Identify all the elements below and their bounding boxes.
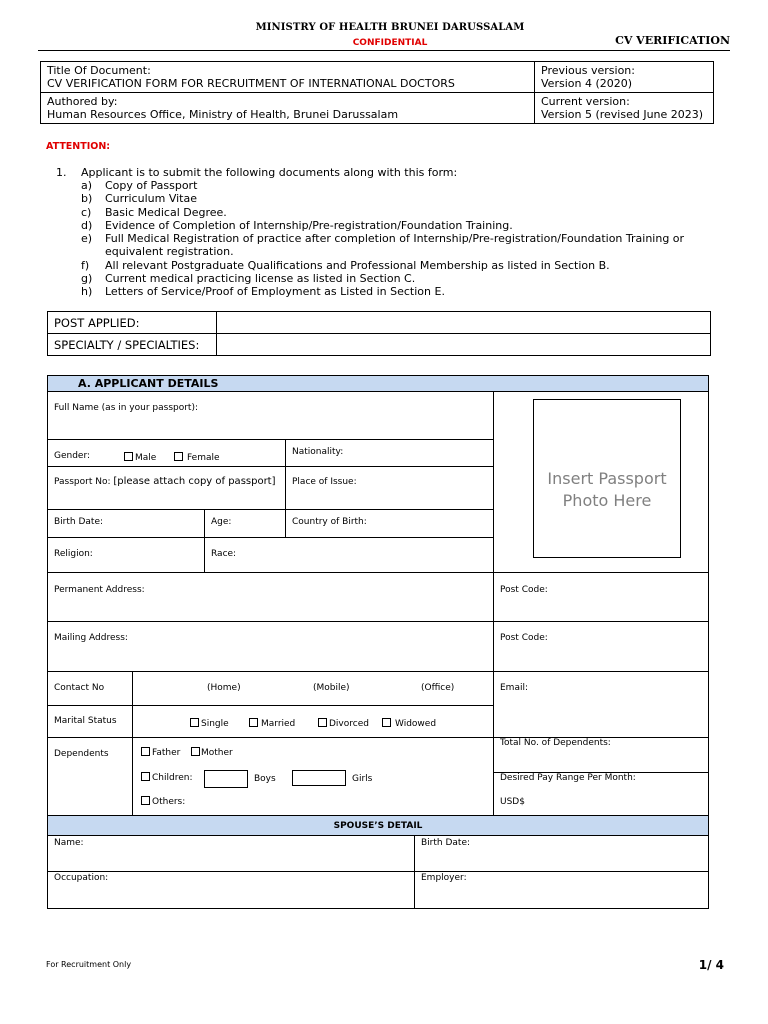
section-a-header <box>47 375 709 392</box>
birth-date-label: Birth Date: <box>54 517 104 527</box>
list-item: d) Evidence of Completion of Internship/Pre-registration/Foundation Training. <box>81 219 513 232</box>
title-cell <box>41 62 535 93</box>
previous-version-value: Version 4 (2020) <box>541 77 633 90</box>
spouse-occupation-label: Occupation: <box>54 873 109 883</box>
spouse-header <box>47 815 709 836</box>
post-code-label: Post Code: <box>500 633 548 643</box>
photo-placeholder-line2: Photo Here <box>562 491 652 510</box>
ministry-title: MINISTRY OF HEALTH BRUNEI DARUSSALAM <box>255 22 525 33</box>
previous-version-label: Previous version: <box>541 64 635 77</box>
widowed-checkbox[interactable] <box>382 718 391 727</box>
row-divider <box>47 705 494 706</box>
row-divider <box>47 572 709 573</box>
total-dependents-label: Total No. of Dependents: <box>500 738 611 748</box>
full-name-label: Full Name (as in your passport): <box>54 403 198 413</box>
country-of-birth-label: Country of Birth: <box>292 517 367 527</box>
list-item: g) Current medical practicing license as listed in Section C. <box>81 271 416 285</box>
post-applied-table <box>47 311 711 356</box>
instruction-number: 1. <box>56 166 67 179</box>
home-label: (Home) <box>207 683 241 693</box>
spouse-employer-label: Employer: <box>421 873 467 883</box>
spouse-title: SPOUSE’S DETAIL <box>333 821 423 831</box>
father-option[interactable]: Father <box>141 747 180 758</box>
spouse-frame <box>47 835 709 909</box>
passport-no-label: Passport No: [please attach copy of passport] <box>54 476 276 487</box>
author-value: Human Resources Office, Ministry of Health, Brunei Darussalam <box>47 108 399 121</box>
title-label: Title Of Document: <box>47 64 151 77</box>
row-divider <box>47 671 709 672</box>
col-divider <box>204 509 205 573</box>
spouse-birth-date-label: Birth Date: <box>421 838 471 848</box>
age-label: Age: <box>211 517 232 527</box>
photo-column-divider <box>493 391 494 573</box>
gender-label: Gender: <box>54 451 91 461</box>
list-item: a) Copy of Passport <box>81 179 198 192</box>
children-option[interactable]: Children: <box>141 772 192 783</box>
mother-option[interactable]: Mother <box>191 747 233 758</box>
mailing-address-label: Mailing Address: <box>54 633 128 643</box>
single-option[interactable]: Single <box>190 718 229 729</box>
race-label: Race: <box>211 549 237 559</box>
girls-count-input[interactable] <box>292 770 346 786</box>
doc-tag: CV VERIFICATION <box>615 34 730 47</box>
dependents-label: Dependents <box>54 749 109 759</box>
permanent-address-label: Permanent Address: <box>54 585 145 595</box>
email-label: Email: <box>500 683 529 693</box>
author-cell <box>41 93 535 124</box>
list-item: c) Basic Medical Degree. <box>81 205 227 219</box>
office-label: (Office) <box>421 683 455 693</box>
female-checkbox[interactable] <box>174 452 183 461</box>
confidential-label: CONFIDENTIAL <box>352 38 428 48</box>
document-info-table <box>40 61 714 124</box>
attention-label: ATTENTION: <box>46 141 111 152</box>
children-checkbox[interactable] <box>141 772 150 781</box>
current-version-cell <box>535 93 714 124</box>
others-checkbox[interactable] <box>141 796 150 805</box>
instructions-list <box>50 166 730 301</box>
desired-pay-label: Desired Pay Range Per Month: <box>500 773 636 783</box>
single-checkbox[interactable] <box>190 718 199 727</box>
religion-label: Religion: <box>54 549 93 559</box>
others-option[interactable]: Others: <box>141 796 185 807</box>
boys-count-input[interactable] <box>204 770 248 788</box>
mobile-label: (Mobile) <box>313 683 350 693</box>
boys-label: Boys <box>254 774 276 784</box>
footer-note: For Recruitment Only <box>46 960 132 969</box>
col-divider <box>285 439 286 537</box>
contact-no-label: Contact No <box>54 683 105 693</box>
divorced-checkbox[interactable] <box>318 718 327 727</box>
place-of-issue-label: Place of Issue: <box>292 477 357 487</box>
married-checkbox[interactable] <box>249 718 258 727</box>
col-divider <box>493 572 494 815</box>
post-applied-label: POST APPLIED: <box>48 312 217 334</box>
father-checkbox[interactable] <box>141 747 150 756</box>
female-option[interactable]: Female <box>174 452 220 463</box>
widowed-option[interactable]: Widowed <box>382 718 436 729</box>
row-divider <box>47 537 494 538</box>
section-a-title: A. APPLICANT DETAILS <box>78 377 219 390</box>
row-divider <box>47 621 709 622</box>
spouse-name-label: Name: <box>54 838 84 848</box>
list-item: h) Letters of Service/Proof of Employment as Listed in Section E. <box>81 285 445 298</box>
divorced-option[interactable]: Divorced <box>318 718 369 729</box>
list-item: e) Full Medical Registration of practice after completion of Internship/Pre-registration/Foundation Training or equivalent registration. <box>81 232 685 259</box>
list-item: b) Curriculum Vitae <box>81 192 197 205</box>
title-value: CV VERIFICATION FORM FOR RECRUITMENT OF INTERNATIONAL DOCTORS <box>47 77 455 90</box>
specialty-label: SPECIALTY / SPECIALTIES: <box>48 334 217 356</box>
married-option[interactable]: Married <box>249 718 295 729</box>
post-code-label: Post Code: <box>500 585 548 595</box>
row-divider <box>47 466 494 467</box>
marital-status-label: Marital Status <box>54 716 117 726</box>
photo-placeholder-line1: Insert Passport <box>547 469 667 488</box>
passport-note: [please attach copy of passport] <box>113 476 276 487</box>
row-divider <box>47 439 494 440</box>
col-divider <box>132 671 133 815</box>
mother-checkbox[interactable] <box>191 747 200 756</box>
previous-version-cell <box>535 62 714 93</box>
girls-label: Girls <box>352 774 373 784</box>
current-version-value: Version 5 (revised June 2023) <box>541 108 704 121</box>
male-option[interactable]: Male <box>124 452 156 463</box>
post-applied-field[interactable] <box>217 312 711 334</box>
row-divider <box>47 509 494 510</box>
header-divider <box>38 50 730 51</box>
author-label: Authored by: <box>47 95 118 108</box>
page-number: 1/ 4 <box>698 958 724 972</box>
specialty-field[interactable] <box>217 334 711 356</box>
col-divider <box>414 835 415 909</box>
currency-label: USD$ <box>500 797 525 807</box>
nationality-label: Nationality: <box>292 447 344 457</box>
row-divider <box>47 871 709 872</box>
instruction-lead: Applicant is to submit the following documents along with this form: <box>81 166 458 179</box>
male-checkbox[interactable] <box>124 452 133 461</box>
current-version-label: Current version: <box>541 95 630 108</box>
list-item: f) All relevant Postgraduate Qualifications and Professional Membership as listed in Section B. <box>81 258 610 272</box>
